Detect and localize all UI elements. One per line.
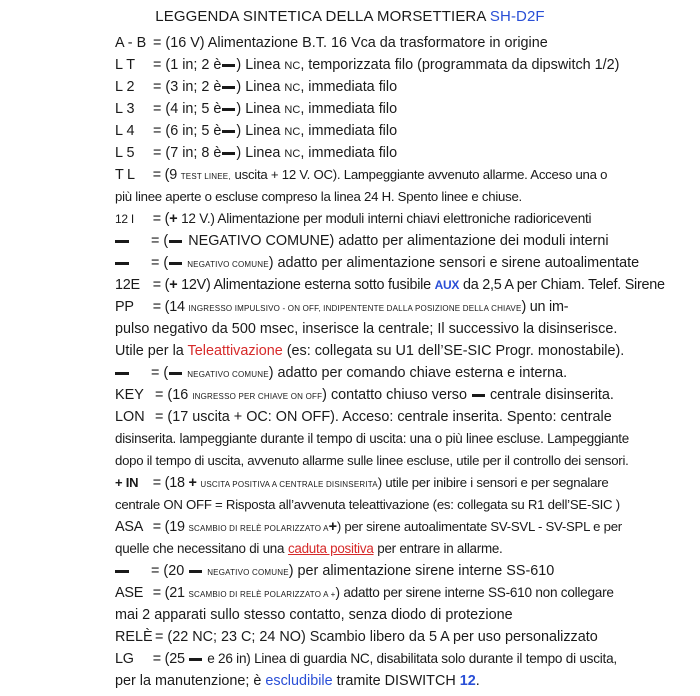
legend-row-plus-in <box>115 472 695 494</box>
terminal-description: = (19 <box>152 519 185 535</box>
terminal-description: = (25 <box>152 651 185 667</box>
terminal-description: tramite DISWITCH <box>336 673 456 689</box>
terminal-key: A - B <box>115 35 147 51</box>
terminal-description: per la manutenzione; è <box>115 673 262 689</box>
terminal-description: ) utile per inibire i sensori e per segnalare <box>377 475 609 490</box>
legend-row-lg <box>115 648 695 670</box>
terminal-description: da 2,5 A per Chiam. Telef. Sirene <box>462 277 665 293</box>
terminal-description: ) Linea <box>236 57 281 73</box>
terminal-description: quelle che necessitano di una <box>115 541 285 556</box>
legend-row-12i <box>115 208 695 230</box>
terminal-key: + IN <box>115 475 139 490</box>
excludable-highlight: escludibile <box>265 673 333 689</box>
terminal-key: L 5 <box>115 145 135 161</box>
terminal-key: L 3 <box>115 101 135 117</box>
legend-row-asa <box>115 516 695 538</box>
negative-dash-icon <box>169 262 182 265</box>
terminal-description: = (4 in; 5 è <box>153 101 222 117</box>
terminal-description: ) contatto chiuso verso <box>322 387 467 403</box>
terminal-description: 12 V.) Alimentazione per moduli interni chiavi elettroniche radioriceventi <box>181 211 592 226</box>
terminal-description: dopo il tempo di uscita, avvenuto allarme sulle linee escluse, utile per il controllo dei sensori. <box>115 453 629 468</box>
terminal-key: LON <box>115 409 145 425</box>
title-text: LEGGENDA SINTETICA DELLA MORSETTIERA <box>155 8 486 25</box>
terminal-key: KEY <box>115 387 144 403</box>
terminal-key: 12 I <box>115 212 135 226</box>
terminal-key: RELÈ <box>115 629 153 645</box>
terminal-description: uscita + 12 V. OC). Lampeggiante avvenuto allarme. Acceso una o <box>234 167 608 182</box>
negative-dash-icon <box>115 240 129 243</box>
terminal-description: = ( <box>152 211 170 227</box>
terminal-description: ) per sirene autoalimentate SV-SVL - SV-SPL e per <box>336 519 622 534</box>
terminal-description: = (14 <box>152 299 185 315</box>
terminal-description: Utile per la <box>115 343 184 359</box>
legend-row-lt <box>115 54 695 76</box>
terminal-description: . <box>475 673 480 689</box>
terminal-description: ) Linea <box>236 101 281 117</box>
legend-row-negative-4 <box>115 560 695 582</box>
legend-row-ase <box>115 582 695 604</box>
negative-dash-icon <box>189 658 202 661</box>
terminal-description: , temporizzata filo (programmata da dipswitch 1/2) <box>300 57 620 73</box>
legend-row-plus-in-continued <box>0 494 695 516</box>
terminal-description: centrale ON OFF = Risposta all’avvenuta teleattivazione (es: collegata su R1 dell’SE-SIC ) <box>115 497 620 512</box>
nc-label: NC <box>284 104 301 116</box>
negative-dash-icon <box>222 152 235 155</box>
legend-row-l4 <box>115 120 695 142</box>
terminal-description: (es: collegata su U1 dell’SE-SIC Progr. monostabile). <box>286 343 625 359</box>
terminal-description: disinserita. lampeggiante durante il tempo di uscita: una o più linee escluse. Lampeggiante <box>115 431 629 446</box>
legend-row-pp-continued <box>0 318 695 340</box>
plus-sign: + <box>328 519 337 535</box>
terminal-description: 12V) Alimentazione esterna sotto fusibile <box>181 277 431 293</box>
negative-dash-icon <box>115 570 129 573</box>
legend-row-rele <box>115 626 695 648</box>
terminal-description: = (22 NC; 23 C; 24 NO) Scambio libero da 5 A per uso personalizzato <box>155 629 598 645</box>
legend-row-negative-2 <box>115 252 695 274</box>
legend-row-l3 <box>115 98 695 120</box>
model-code: SH-D2F <box>489 8 545 25</box>
legend-row-lon-continued <box>0 428 695 450</box>
terminal-description: ) adatto per comando chiave esterna e interna. <box>268 365 568 381</box>
terminal-description: , immediata filo <box>300 145 398 161</box>
legend-row-key <box>115 384 695 406</box>
nc-label: NC <box>284 60 301 72</box>
legend-row-ase-continued <box>0 604 695 626</box>
legend-row-ab <box>115 32 695 54</box>
legend-list <box>115 32 695 692</box>
terminal-description: = (1 in; 2 è <box>153 57 222 73</box>
terminal-description: più linee aperte o escluse compreso la linea 24 H. Spento linee e chiuse. <box>115 189 522 204</box>
terminal-description: NEGATIVO COMUNE) adatto per alimentazione dei moduli interni <box>188 233 609 249</box>
terminal-description: = (7 in; 8 è <box>153 145 222 161</box>
terminal-key: T L <box>115 167 135 183</box>
positive-drop-highlight: caduta positiva <box>287 541 374 556</box>
terminal-description: ) Linea <box>236 145 281 161</box>
small-caps-note: TEST LINEE, <box>180 172 231 181</box>
small-caps-note: SCAMBIO DI RELÈ POLARIZZATO A + <box>188 590 336 599</box>
plus-sign: + <box>169 211 178 227</box>
terminal-description: = (3 in; 2 è <box>153 79 222 95</box>
small-caps-note: SCAMBIO DI RELÈ POLARIZZATO A <box>188 524 329 533</box>
aux-fuse-label: AUX <box>434 278 460 292</box>
terminal-description: ) per alimentazione sirene interne SS-610 <box>288 563 555 579</box>
legend-row-lon <box>115 406 695 428</box>
terminal-description: ) Linea <box>236 79 281 95</box>
terminal-description: centrale disinserita. <box>489 387 614 403</box>
terminal-key: L 4 <box>115 123 135 139</box>
negative-dash-icon <box>222 86 235 89</box>
terminal-description: per entrare in allarme. <box>377 541 503 556</box>
plus-sign: + <box>188 475 197 491</box>
terminal-description: = (21 <box>152 585 185 601</box>
nc-label: NC <box>284 82 301 94</box>
negative-dash-icon <box>222 64 235 67</box>
legend-row-negative-3 <box>115 362 695 384</box>
negative-dash-icon <box>472 394 485 397</box>
legend-row-pp <box>115 296 695 318</box>
negative-dash-icon <box>169 240 182 243</box>
legend-row-lg-continued <box>0 670 695 692</box>
terminal-description: mai 2 apparati sullo stesso contatto, senza diodo di protezione <box>115 607 513 623</box>
terminal-description: = ( <box>152 277 170 293</box>
teleactivation-highlight: Teleattivazione <box>187 343 283 359</box>
legend-row-asa-continued <box>0 538 695 560</box>
negative-dash-icon <box>169 372 182 375</box>
negative-dash-icon <box>189 570 202 573</box>
legend-row-negative-1 <box>115 230 695 252</box>
terminal-description: e 26 in) Linea di guardia NC, disabilitata solo durante il tempo di uscita, <box>207 651 617 666</box>
terminal-description: = (20 <box>151 563 185 579</box>
terminal-key: PP <box>115 299 134 315</box>
terminal-description: = (9 <box>152 167 177 183</box>
terminal-description: = (6 in; 5 è <box>153 123 222 139</box>
legend-row-12e <box>115 274 695 296</box>
page-title <box>0 8 700 25</box>
terminal-key: L T <box>115 57 135 73</box>
terminal-key: LG <box>115 651 134 667</box>
terminal-description: = (16 <box>155 387 189 403</box>
terminal-description: = ( <box>151 233 169 249</box>
terminal-key: L 2 <box>115 79 135 95</box>
terminal-description: pulso negativo da 500 msec, inserisce la centrale; Il successivo la disinserisce. <box>115 321 618 337</box>
negative-dash-icon <box>115 262 129 265</box>
negative-dash-icon <box>115 372 129 375</box>
terminal-description: , immediata filo <box>300 101 398 117</box>
terminal-description: = ( <box>151 255 169 271</box>
small-caps-note: NEGATIVO COMUNE <box>207 568 289 577</box>
nc-label: NC <box>284 126 301 138</box>
dipswitch-number: 12 <box>459 673 476 689</box>
terminal-description: = (18 <box>152 475 185 491</box>
small-caps-note: NEGATIVO COMUNE <box>187 260 269 269</box>
terminal-description: ) adatto per sirene interne SS-610 non collegare <box>335 585 614 600</box>
small-caps-note: INGRESSO PER CHIAVE ON OFF <box>192 392 323 401</box>
small-caps-note: INGRESSO IMPULSIVO - ON OFF, INDIPENTENTE DALLA POSIZIONE DELLA CHIAVE <box>188 304 522 313</box>
negative-dash-icon <box>222 130 235 133</box>
small-caps-note: USCITA POSITIVA A CENTRALE DISINSERITA <box>200 480 378 489</box>
terminal-description: = (17 uscita + OC: ON OFF). Acceso: centrale inserita. Spento: centrale <box>155 409 612 425</box>
legend-row-pp-continued-2 <box>0 340 695 362</box>
terminal-key: 12E <box>115 277 140 293</box>
terminal-key: ASE <box>115 585 144 601</box>
negative-dash-icon <box>222 108 235 111</box>
legend-row-l2 <box>115 76 695 98</box>
legend-row-tl-continued <box>0 186 695 208</box>
plus-sign: + <box>169 277 178 293</box>
terminal-description: ) Linea <box>236 123 281 139</box>
terminal-description: = (16 V) Alimentazione B.T. 16 Vca da trasformatore in origine <box>153 35 548 51</box>
terminal-description: , immediata filo <box>300 79 398 95</box>
terminal-description: = ( <box>151 365 169 381</box>
nc-label: NC <box>284 148 301 160</box>
small-caps-note: NEGATIVO COMUNE <box>187 370 269 379</box>
terminal-key: ASA <box>115 519 144 535</box>
legend-row-lon-continued-2 <box>0 450 695 472</box>
terminal-description: ) adatto per alimentazione sensori e sirene autoalimentate <box>268 255 640 271</box>
legend-row-tl <box>115 164 695 186</box>
terminal-description: ) un im- <box>521 299 569 315</box>
terminal-description: , immediata filo <box>300 123 398 139</box>
legend-row-l5 <box>115 142 695 164</box>
